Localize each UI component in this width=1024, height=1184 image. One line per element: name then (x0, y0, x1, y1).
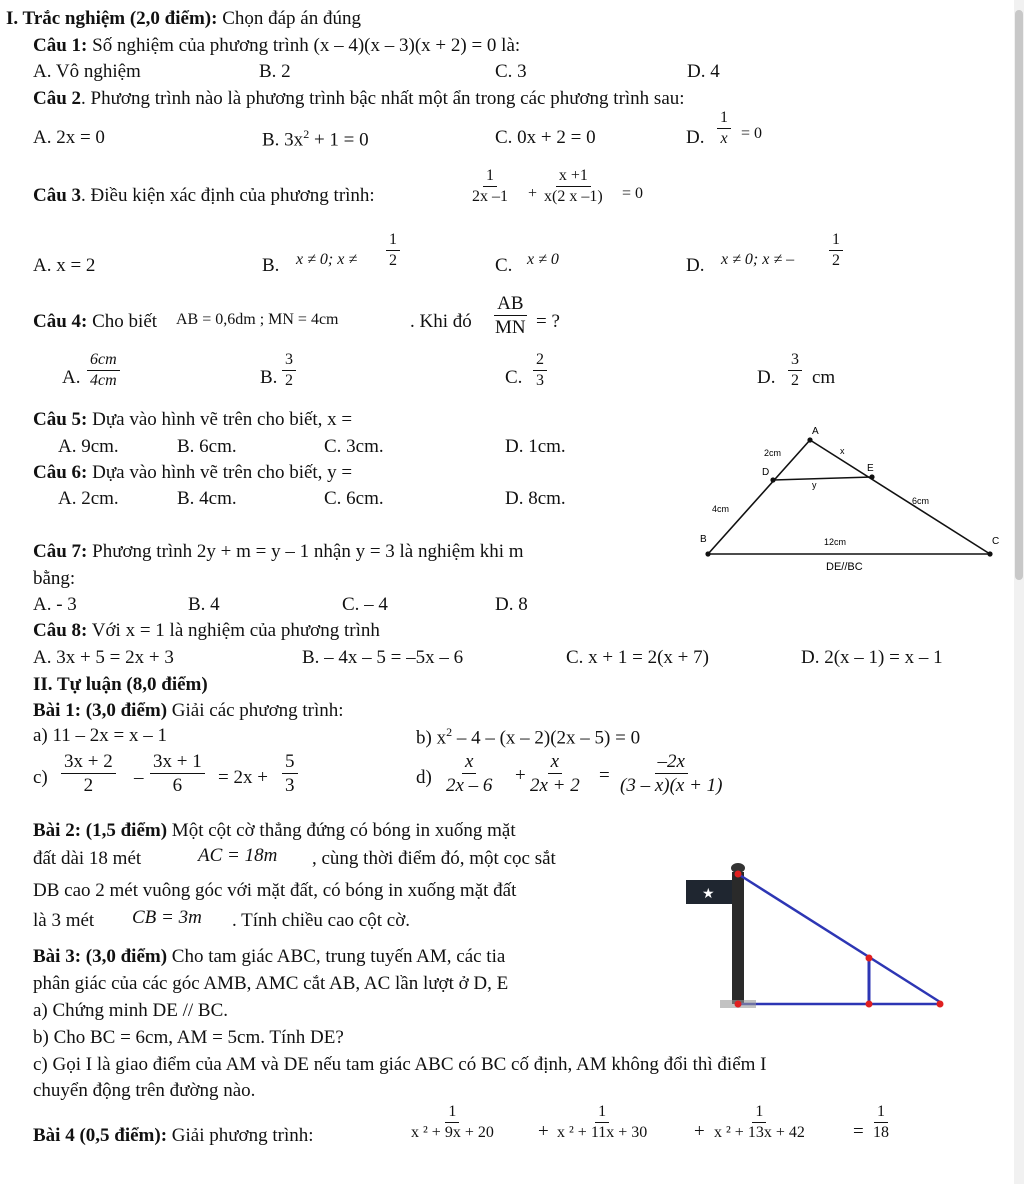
triangle-figure (690, 418, 1010, 590)
q7-text2: bằng: (33, 568, 76, 589)
q3-stem (33, 186, 375, 205)
bai4-stem (33, 1126, 314, 1145)
bai1-d-f3-den: (3 – x)(x + 1) (620, 775, 723, 796)
bai4-rhs (870, 1104, 892, 1141)
q2-text: . Phương trình nào là phương trình bậc nhất một ẩn trong các phương trình sau: (81, 88, 685, 109)
label-e: E (867, 463, 874, 474)
q4-then: . Khi đó (410, 311, 472, 332)
bai1-d-f1-num: x (462, 752, 476, 774)
q2-b-pre: B. 3x (262, 129, 304, 151)
q3-b-fraction (386, 232, 400, 269)
bai2-l4m: CB = 3m (132, 907, 202, 928)
point-e (869, 474, 874, 479)
label-6cm: 6cm (912, 496, 930, 506)
bai1-label: Bài 1: (3,0 điểm) (33, 700, 168, 721)
flagpole-figure (678, 852, 964, 1028)
q7-option-a: A. - 3 (33, 594, 77, 615)
label-12cm: 12cm (824, 537, 847, 547)
q2-option-b (262, 128, 369, 149)
label-4cm: 4cm (712, 504, 730, 514)
bai1-c-f1 (61, 752, 116, 795)
bai1-d-f1-den: 2x – 6 (446, 775, 493, 796)
bai4-rhs-den: 18 (873, 1124, 889, 1141)
bai4-f1-den: x ² + 9x + 20 (411, 1124, 494, 1141)
q2-d-post: = 0 (741, 125, 763, 142)
q6-option-d: D. 8cm. (505, 488, 566, 509)
point-c (987, 551, 992, 556)
bai3-label: Bài 3: (3,0 điểm) (33, 946, 168, 967)
bai1-c-f3-den: 3 (285, 775, 295, 796)
bai1-c-f1-den: 2 (83, 775, 94, 796)
q5-option-b: B. 6cm. (177, 436, 237, 457)
q4-f-num: AB (494, 294, 526, 316)
point-b (866, 1001, 873, 1008)
q7-option-d: D. 8 (495, 594, 528, 615)
bai1-c: c) (33, 767, 48, 788)
q3-option-d: D. (686, 255, 705, 276)
q6-label: Câu 6: (33, 462, 88, 483)
q8-option-b: B. – 4x – 5 = –5x – 6 (302, 647, 464, 668)
bai4-f2-den: x ² + 11x + 30 (557, 1124, 648, 1141)
q2-b-post: + 1 = 0 (309, 129, 369, 151)
q3-eq: = 0 (622, 185, 644, 202)
q3-label: Câu 3 (33, 185, 82, 206)
q2-stem (33, 89, 685, 108)
bai2-l2a: đất dài 18 mét (33, 848, 142, 869)
bai4-label: Bài 4 (0,5 điểm): (33, 1125, 168, 1146)
bai1-text: Giải các phương trình: (167, 700, 344, 721)
bai1-c-minus: – (134, 767, 144, 788)
label-2cm: 2cm (764, 448, 782, 458)
q3-f1-den: 2x –1 (472, 188, 508, 205)
bai3-c1: c) Gọi I là giao điểm của AM và DE nếu tam giác ABC có BC cố định, AM không đổi thì điểm I (33, 1054, 767, 1075)
q3-option-c: C. (495, 255, 513, 276)
q2-label: Câu 2 (33, 88, 82, 109)
q5-label: Câu 5: (33, 409, 88, 430)
label-d: D (762, 467, 770, 478)
bai1-b-pre: b) x (416, 727, 447, 749)
bai1-c-f3 (282, 752, 298, 795)
bai4-f3-den: x ² + 13x + 42 (714, 1124, 805, 1141)
bai1-d-f3 (617, 752, 726, 795)
bai4-plus-1: + (538, 1121, 549, 1142)
bai4-text: Giải phương trình: (167, 1125, 314, 1146)
q5-text: Dựa vào hình vẽ trên cho biết, x = (87, 409, 353, 430)
q3-b-num: 1 (386, 232, 400, 251)
bai3-a: a) Chứng minh DE // BC. (33, 1000, 229, 1021)
bai3-b: b) Cho BC = 6cm, AM = 5cm. Tính DE? (33, 1027, 344, 1048)
bai4-f2-num: 1 (595, 1104, 609, 1123)
bai1-d: d) (416, 767, 432, 788)
q4-d-post: cm (812, 367, 836, 388)
q3-fraction-2 (541, 168, 606, 205)
q3-text: . Điều kiện xác định của phương trình: (81, 185, 375, 206)
label-c: C (992, 536, 1000, 547)
bai3-line1 (33, 947, 505, 966)
bai4-plus-2: + (694, 1121, 705, 1142)
q3-d-expr: x ≠ 0; x ≠ – (721, 251, 795, 268)
bai1-d-f2-num: x (548, 752, 562, 774)
q3-f2-den: x(2 x –1) (544, 188, 603, 205)
q6-option-b: B. 4cm. (177, 488, 237, 509)
q4-given: AB = 0,6dm ; MN = 4cm (176, 311, 339, 328)
flag-pole (732, 872, 744, 1004)
q6-stem (33, 463, 352, 482)
bai4-f3 (711, 1104, 808, 1141)
point-a (807, 437, 812, 442)
q4-d-den: 2 (791, 372, 799, 389)
scrollbar-thumb[interactable] (1015, 10, 1023, 580)
q8-text: Với x = 1 là nghiệm của phương trình (87, 620, 380, 641)
bai4-eq: = (853, 1121, 864, 1142)
bai2-l4b: . Tính chiều cao cột cờ. (232, 910, 410, 931)
bai1-a: a) 11 – 2x = x – 1 (33, 725, 168, 746)
q4-stem (33, 312, 157, 331)
point-d (866, 955, 873, 962)
label-b: B (700, 534, 707, 545)
bai2-l2m: AC = 18m (198, 845, 278, 866)
q2-d-den: x (720, 130, 728, 147)
point-e (735, 871, 742, 878)
q3-d-den: 2 (832, 252, 840, 269)
bai4-rhs-num: 1 (874, 1104, 888, 1123)
part1-heading (6, 9, 361, 28)
side-ab (708, 440, 810, 554)
q6-option-a: A. 2cm. (58, 488, 119, 509)
q3-c-expr: x ≠ 0 (527, 251, 559, 268)
bai2-l4a: là 3 mét (33, 910, 95, 931)
q7-stem (33, 542, 524, 561)
q2-option-d: D. (686, 127, 705, 148)
bai3-c2: chuyển động trên đường nào. (33, 1080, 256, 1101)
label-x: x (840, 446, 845, 456)
q1-stem (33, 36, 520, 55)
part1-title: I. Trắc nghiệm (2,0 điểm): (6, 8, 218, 29)
q8-option-c: C. x + 1 = 2(x + 7) (566, 647, 709, 668)
q3-d-fraction (829, 232, 843, 269)
q4-d-fraction (788, 352, 802, 389)
bai1-c-f1-num: 3x + 2 (61, 752, 116, 774)
q1-label: Câu 1: (33, 35, 88, 56)
bai1-d-f1 (443, 752, 495, 795)
q2-b-sup: 2 (303, 127, 310, 141)
q3-d-num: 1 (829, 232, 843, 251)
q5-option-a: A. 9cm. (58, 436, 119, 457)
bai1-d-eq: = (599, 765, 610, 786)
q6-text: Dựa vào hình vẽ trên cho biết, y = (87, 462, 353, 483)
q3-b-den: 2 (389, 252, 397, 269)
vertical-scrollbar[interactable] (1014, 0, 1024, 1184)
bai3-l2: phân giác của các góc AMB, AMC cắt AB, AC lần lượt ở D, E (33, 973, 509, 994)
part2-title: II. Tự luận (8,0 điểm) (33, 674, 208, 695)
part1-title-rest: Chọn đáp án đúng (217, 8, 361, 29)
q2-d-num: 1 (717, 110, 731, 129)
q3-fraction-1 (469, 168, 511, 205)
bai4-f3-num: 1 (752, 1104, 766, 1123)
q5-option-c: C. 3cm. (324, 436, 384, 457)
bai1-d-f2 (527, 752, 583, 795)
bai4-f2 (554, 1104, 650, 1141)
line-ec (738, 874, 940, 1002)
q7-text: Phương trình 2y + m = y – 1 nhận y = 3 là nghiệm khi m (87, 541, 524, 562)
label-a: A (812, 426, 819, 437)
q4-b-den: 2 (285, 372, 293, 389)
q3-f2-num: x +1 (556, 168, 591, 187)
bai1-c-f2-den: 6 (172, 775, 183, 796)
label-y: y (812, 480, 817, 490)
bai1-b-post: – 4 – (x – 2)(2x – 5) = 0 (452, 727, 641, 749)
point-b (705, 551, 710, 556)
bai1-c-f3-num: 5 (282, 752, 298, 774)
q4-a-num: 6cm (87, 352, 120, 371)
bai1-c-f2-num: 3x + 1 (150, 752, 205, 774)
q4-option-a: A. (62, 367, 81, 388)
q4-c-fraction (533, 352, 547, 389)
bai1-b-sup: 2 (446, 725, 453, 739)
bai4-f1-num: 1 (445, 1104, 459, 1123)
q3-f1-num: 1 (483, 168, 497, 187)
q4-c-den: 3 (536, 372, 544, 389)
bai1-c-f2 (150, 752, 205, 795)
q8-option-d: D. 2(x – 1) = x – 1 (801, 647, 943, 668)
q8-stem (33, 621, 380, 640)
q6-option-c: C. 6cm. (324, 488, 384, 509)
bai1-d-f2-den: 2x + 2 (530, 775, 580, 796)
q8-label: Câu 8: (33, 620, 88, 641)
q5-option-d: D. 1cm. (505, 436, 566, 457)
q4-b-num: 3 (282, 352, 296, 371)
bai2-l2b: , cùng thời điểm đó, một cọc sắt (312, 848, 556, 869)
q4-c-num: 2 (533, 352, 547, 371)
q4-label: Câu 4: (33, 311, 88, 332)
segment-de (773, 477, 872, 480)
bai1-d-plus: + (515, 765, 526, 786)
q5-stem (33, 410, 352, 429)
q1-option-b: B. 2 (259, 61, 291, 82)
bai3-l1: Cho tam giác ABC, trung tuyến AM, các tia (167, 946, 506, 967)
q7-option-b: B. 4 (188, 594, 220, 615)
q3-b-expr: x ≠ 0; x ≠ (296, 251, 358, 268)
bai1-b (416, 726, 640, 747)
q1-option-d: D. 4 (687, 61, 720, 82)
q4-f-den: MN (495, 317, 526, 338)
q7-label: Câu 7: (33, 541, 88, 562)
q2-option-c: C. 0x + 2 = 0 (495, 127, 596, 148)
bai2-l3: DB cao 2 mét vuông góc với mặt đất, có bóng in xuống mặt đất (33, 880, 517, 901)
bai2-line1 (33, 821, 516, 840)
q7-option-c: C. – 4 (342, 594, 388, 615)
q4-option-c: C. (505, 367, 523, 388)
bai1-c-mid: = 2x + (218, 767, 268, 788)
q4-text: Cho biết (87, 311, 158, 332)
q1-option-a: A. Vô nghiệm (33, 61, 141, 82)
q4-d-num: 3 (788, 352, 802, 371)
label-de-parallel-bc: DE//BC (826, 561, 863, 573)
q1-option-c: C. 3 (495, 61, 527, 82)
flag-star-icon: ★ (702, 885, 715, 901)
q4-b-fraction (282, 352, 296, 389)
q3-option-a: A. x = 2 (33, 255, 96, 276)
q4-a-den: 4cm (90, 372, 117, 389)
bai1-d-f3-num: –2x (655, 752, 688, 774)
q4-eq: = ? (536, 311, 560, 332)
bai1-stem (33, 701, 344, 720)
q3-plus: + (528, 185, 538, 202)
bai2-label: Bài 2: (1,5 điểm) (33, 820, 168, 841)
bai2-l1: Một cột cờ thẳng đứng có bóng in xuống mặt (167, 820, 516, 841)
q4-option-d: D. (757, 367, 776, 388)
q3-option-b: B. (262, 255, 280, 276)
q1-text: Số nghiệm của phương trình (x – 4)(x – 3)(x + 2) = 0 là: (87, 35, 521, 56)
point-a (735, 1001, 742, 1008)
q4-a-fraction (87, 352, 120, 389)
point-d (770, 477, 775, 482)
bai4-f1 (408, 1104, 497, 1141)
q4-option-b: B. (260, 367, 278, 388)
q8-option-a: A. 3x + 5 = 2x + 3 (33, 647, 174, 668)
q2-option-a: A. 2x = 0 (33, 127, 105, 148)
point-c (937, 1001, 944, 1008)
q2-d-fraction (717, 110, 731, 147)
q4-fraction (492, 294, 529, 337)
